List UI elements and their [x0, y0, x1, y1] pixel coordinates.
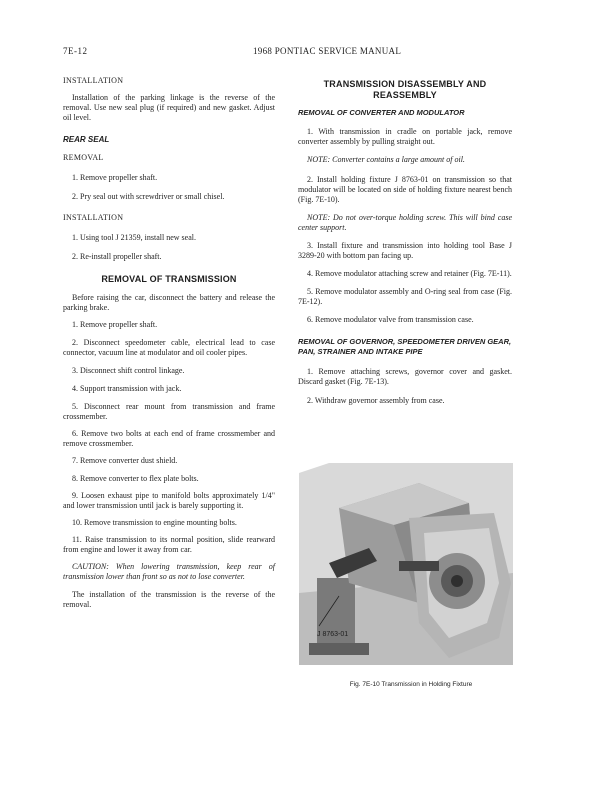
- figure-caption: Fig. 7E-10 Transmission in Holding Fixture: [349, 680, 473, 688]
- page-number: 7E-12: [63, 46, 88, 56]
- removal-step: 8. Remove converter to flex plate bolts.: [72, 474, 199, 483]
- removal-of-transmission-heading: REMOVAL OF TRANSMISSION: [101, 274, 237, 284]
- disassembly-step: 4. Remove modulator attaching screw and retainer (Fig. 7E-11).: [307, 269, 512, 278]
- removal-step: 5. Disconnect rear mount from transmission and frame crossmember.: [63, 402, 275, 421]
- removal-step: 10. Remove transmission to engine mounting bolts.: [72, 518, 237, 527]
- removal-step: 7. Remove converter dust shield.: [72, 456, 178, 465]
- governor-step: 1. Remove attaching screws, governor cover and gasket. Discard gasket (Fig. 7E-13).: [298, 367, 512, 386]
- removal-step: 11. Raise transmission to its normal position, slide rearward from engine and lower it away from car.: [63, 535, 275, 554]
- transmission-photo: [299, 463, 513, 665]
- removal-step: 2. Disconnect speedometer cable, electrical lead to case connector, vacuum line at modulator and oil cooler pipes.: [63, 338, 275, 357]
- removal-step: 3. Disconnect shift control linkage.: [72, 366, 185, 375]
- removal-intro: Before raising the car, disconnect the battery and release the parking brake.: [63, 293, 275, 312]
- disassembly-step: 3. Install fixture and transmission into holding tool Base J 3289-20 with bottom pan facing up.: [298, 241, 512, 260]
- seal-removal-step: 1. Remove propeller shaft.: [72, 173, 158, 182]
- disassembly-step: 5. Remove modulator assembly and O-ring seal from case (Fig. 7E-12).: [298, 287, 512, 306]
- converter-oil-note: NOTE: Converter contains a large amount of oil.: [307, 155, 465, 164]
- seal-removal-step: 2. Pry seal out with screwdriver or small chisel.: [72, 192, 225, 201]
- removal-step: 6. Remove two bolts at each end of frame crossmember and remove crossmember.: [63, 429, 275, 448]
- seal-installation-step: 1. Using tool J 21359, install new seal.: [72, 233, 196, 242]
- rear-seal-heading: REAR SEAL: [63, 135, 110, 144]
- page-header: [63, 46, 546, 60]
- caution-note: CAUTION: When lowering transmission, keep rear of transmission lower than front so as not to lose converter.: [63, 562, 275, 581]
- manual-title: 1968 PONTIAC SERVICE MANUAL: [253, 46, 402, 56]
- installation-heading: INSTALLATION: [63, 76, 124, 85]
- right-column: [298, 76, 512, 406]
- disassembly-step: 6. Remove modulator valve from transmission case.: [307, 315, 474, 324]
- converter-modulator-subheading: REMOVAL OF CONVERTER AND MODULATOR: [298, 108, 465, 117]
- seal-installation-heading: INSTALLATION: [63, 213, 124, 222]
- installation-closing: The installation of the transmission is the reverse of the removal.: [63, 590, 275, 609]
- seal-installation-step: 2. Re-install propeller shaft.: [72, 252, 162, 261]
- removal-heading: REMOVAL: [63, 153, 104, 162]
- removal-step: 4. Support transmission with jack.: [72, 384, 182, 393]
- disassembly-step: 2. Install holding fixture J 8763-01 on transmission so that modulator will be located on side of holding fixture nearest bench (Fig. 7E-10).: [298, 175, 512, 204]
- left-column: [63, 76, 275, 610]
- removal-step: 9. Loosen exhaust pipe to manifold bolts approximately 1/4" and lower transmission until jack is barely supporting it.: [63, 491, 275, 510]
- torque-note: NOTE: Do not over-torque holding screw. This will bind case center support.: [298, 213, 512, 232]
- disassembly-step: 1. With transmission in cradle on portable jack, remove converter assembly by pulling straight out.: [298, 127, 512, 146]
- disassembly-heading: TRANSMISSION DISASSEMBLY AND REASSEMBLY: [323, 79, 487, 100]
- governor-step: 2. Withdraw governor assembly from case.: [307, 396, 445, 405]
- fixture-label: J 8763-01: [317, 631, 349, 638]
- installation-text: Installation of the parking linkage is the reverse of the removal. Use new seal plug (if required) and new gasket. Adjust oil level.: [63, 93, 275, 122]
- governor-subheading: REMOVAL OF GOVERNOR, SPEEDOMETER DRIVEN GEAR, PAN, STRAINER AND INTAKE PIPE: [298, 337, 512, 356]
- removal-step: 1. Remove propeller shaft.: [72, 320, 158, 329]
